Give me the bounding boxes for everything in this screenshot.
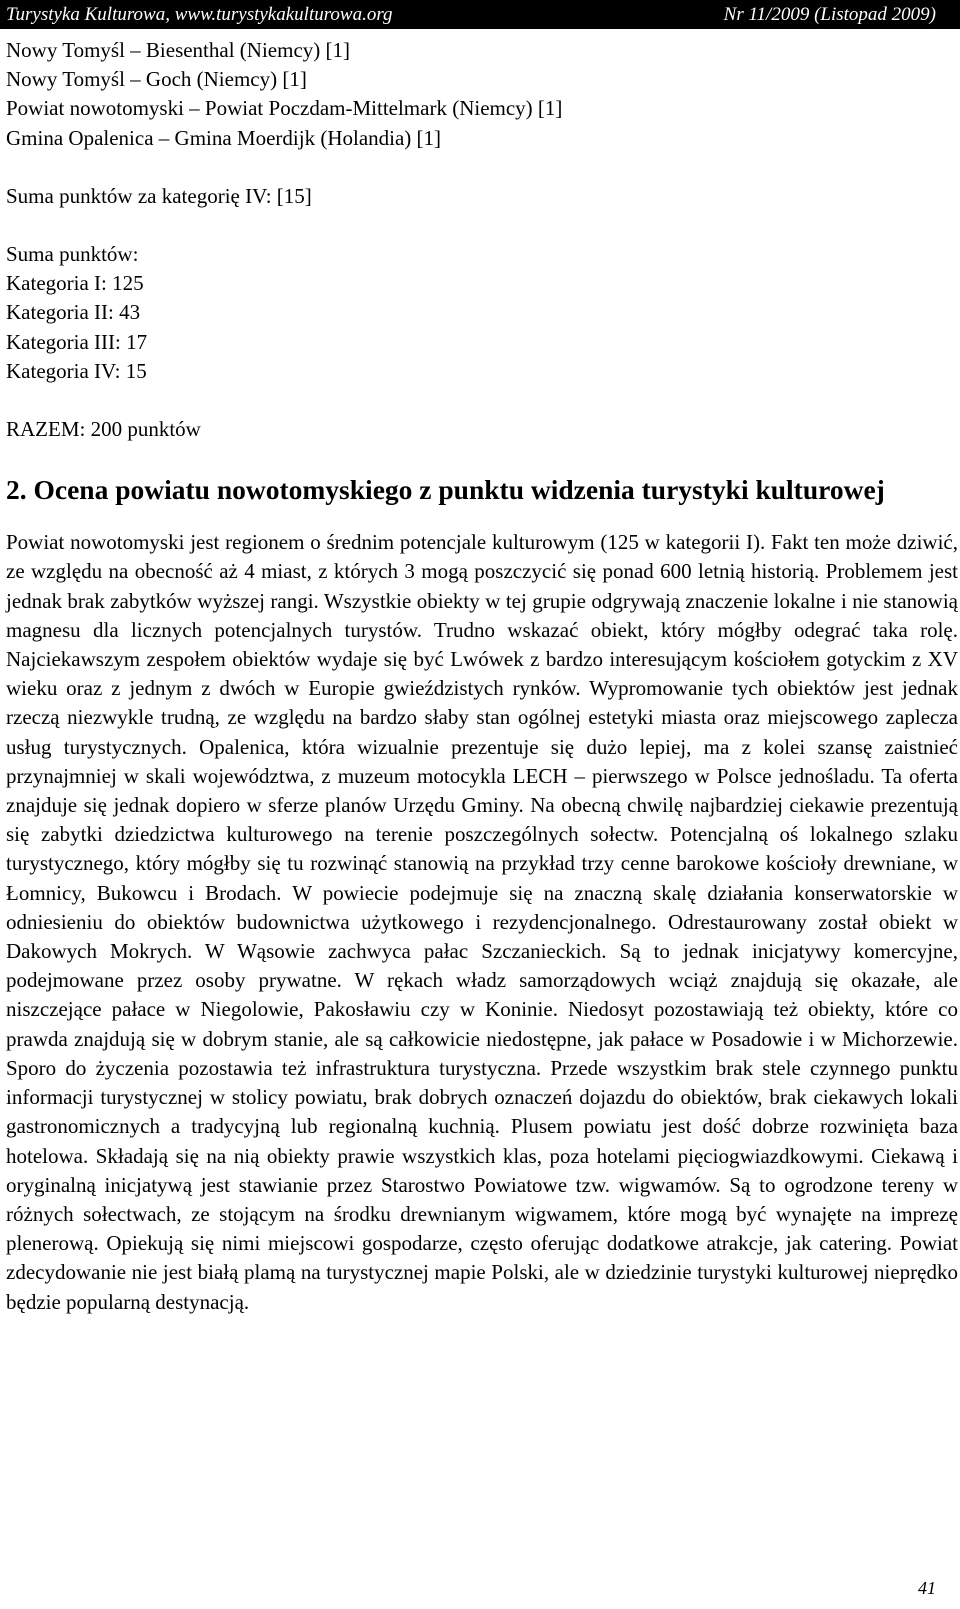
partnership-line: Powiat nowotomyski – Powiat Poczdam-Mittelmark (Niemcy) [1] bbox=[6, 96, 563, 121]
summary-line: Kategoria IV: 15 bbox=[6, 358, 147, 383]
issue-number: Nr 11/2009 (Listopad 2009) bbox=[723, 4, 936, 25]
section-heading: 2. Ocena powiatu nowotomyskiego z punktu widzenia turystyki kulturowej bbox=[6, 474, 885, 506]
total-points: RAZEM: 200 punktów bbox=[6, 417, 201, 442]
summary-line: Kategoria I: 125 bbox=[6, 271, 144, 296]
page-number: 41 bbox=[918, 1578, 936, 1598]
summary-line: Kategoria II: 43 bbox=[6, 300, 141, 325]
page-content bbox=[6, 36, 958, 1317]
category-iv-sum: Suma punktów za kategorię IV: [15] bbox=[6, 183, 312, 208]
summary-title: Suma punktów: bbox=[6, 242, 139, 267]
body-paragraph: Powiat nowotomyski jest regionem o średnim potencjale kulturowym (125 w kategorii I). Fakt ten może dziwić, ze względu na obecność aż 4 miast, z których 3 mogą poszczycić się ponad 600 letnią historią. Problemem jest jednak brak zabytków wyższej rangi. Wszystkie obiekty w tej grupie odgrywają znaczenie lokalne i nie stanowią magnesu dla licznych potencjalnych turystów. Trudno wskazać obiekt, który mógłby odegrać taka rolę. Najciekawszym zespołem obiektów wydaje się być Lwówek z bardzo interesującym kościołem gotyckim z XV wieku oraz z jednym z dwóch w Europie gwieździstych rynków. Wypromowanie tych obiektów jest jednak rzeczą niezwykle trudną, ze względu na bardzo słaby stan ogólnej estetyki miasta oraz miejscowego zaplecza usług turystycznych. Opalenica, która wizualnie prezentuje się dużo lepiej, ma z kolei szansę zaistnieć przynajmniej w skali województwa, z muzeum motocykla LECH – pierwszego w Polsce jednośladu. Ta oferta znajduje się jednak dopiero w sferze planów Urzędu Gminy. Na obecną chwilę najbardziej ciekawie prezentują się zabytki dziedzictwa kulturowego na terenie poszczególnych sołectw. Potencjalną oś lokalnego szlaku turystycznego, który mógłby się tu rozwinąć stanowią na przykład trzy cenne barokowe kościoły drewniane, w Łomnicy, Bukowcu i Brodach. W powiecie podejmuje się na znaczną skalę działania konserwatorskie w odniesieniu do obiektów budownictwa użytkowego i rezydencjonalnego. Odrestaurowany został obiekt w Dakowych Mokrych. W Wąsowie zachwyca pałac Szczanieckich. Są to jednak inicjatywy komercyjne, podejmowane przez osoby prywatne. W rękach władz samorządowych wciąż znajdują się okazałe, ale niszczejące pałace w Niegolowie, Pakosławiu czy w Koninie. Niedosyt pozostawiają też obiekty, które co prawda znajdują się w dobrym stanie, ale są całkowicie niedostępne, jak pałace w Posadowie i w Michorzewie. Sporo do życzenia pozostawia też infrastruktura turystyczna. Przede wszystkim brak stele czynnego punktu informacji turystycznej w stolicy powiatu, brak dobrych oznaczeń dojazdu do obiektów, brak ciekawych lokali gastronomicznych a tradycyjną lub regionalną kuchnią. Plusem powiatu jest dość dobrze rozwinięta baza hotelowa. Składają się na nią obiekty prawie wszystkich klas, poza hotelami pięciogwiazdkowymi. Ciekawą i oryginalną inicjatywą jest stawianie przez Starostwo Powiatowe tzw. wigwamów. Są to ogrodzone tereny w różnych sołectwach, ze stojącym na środku drewnianym wigwamem, które mogą być wynajęte na imprezę plenerową. Opiekują się nimi miejscowi gospodarze, często oferując dodatkowe atrakcje, jak catering. Powiat zdecydowanie nie jest białą plamą na turystycznej mapie Polski, ale w dziedzinie turystyki kulturowej nieprędko będzie popularną destynacją. bbox=[6, 530, 958, 1314]
page-header bbox=[0, 0, 960, 29]
partnership-line: Nowy Tomyśl – Goch (Niemcy) [1] bbox=[6, 67, 307, 92]
summary-line: Kategoria III: 17 bbox=[6, 329, 148, 354]
journal-title: Turystyka Kulturowa, www.turystykakulturowa.org bbox=[6, 4, 393, 25]
partnership-line: Gmina Opalenica – Gmina Moerdijk (Holandia) [1] bbox=[6, 125, 442, 150]
partnership-line: Nowy Tomyśl – Biesenthal (Niemcy) [1] bbox=[6, 38, 350, 62]
